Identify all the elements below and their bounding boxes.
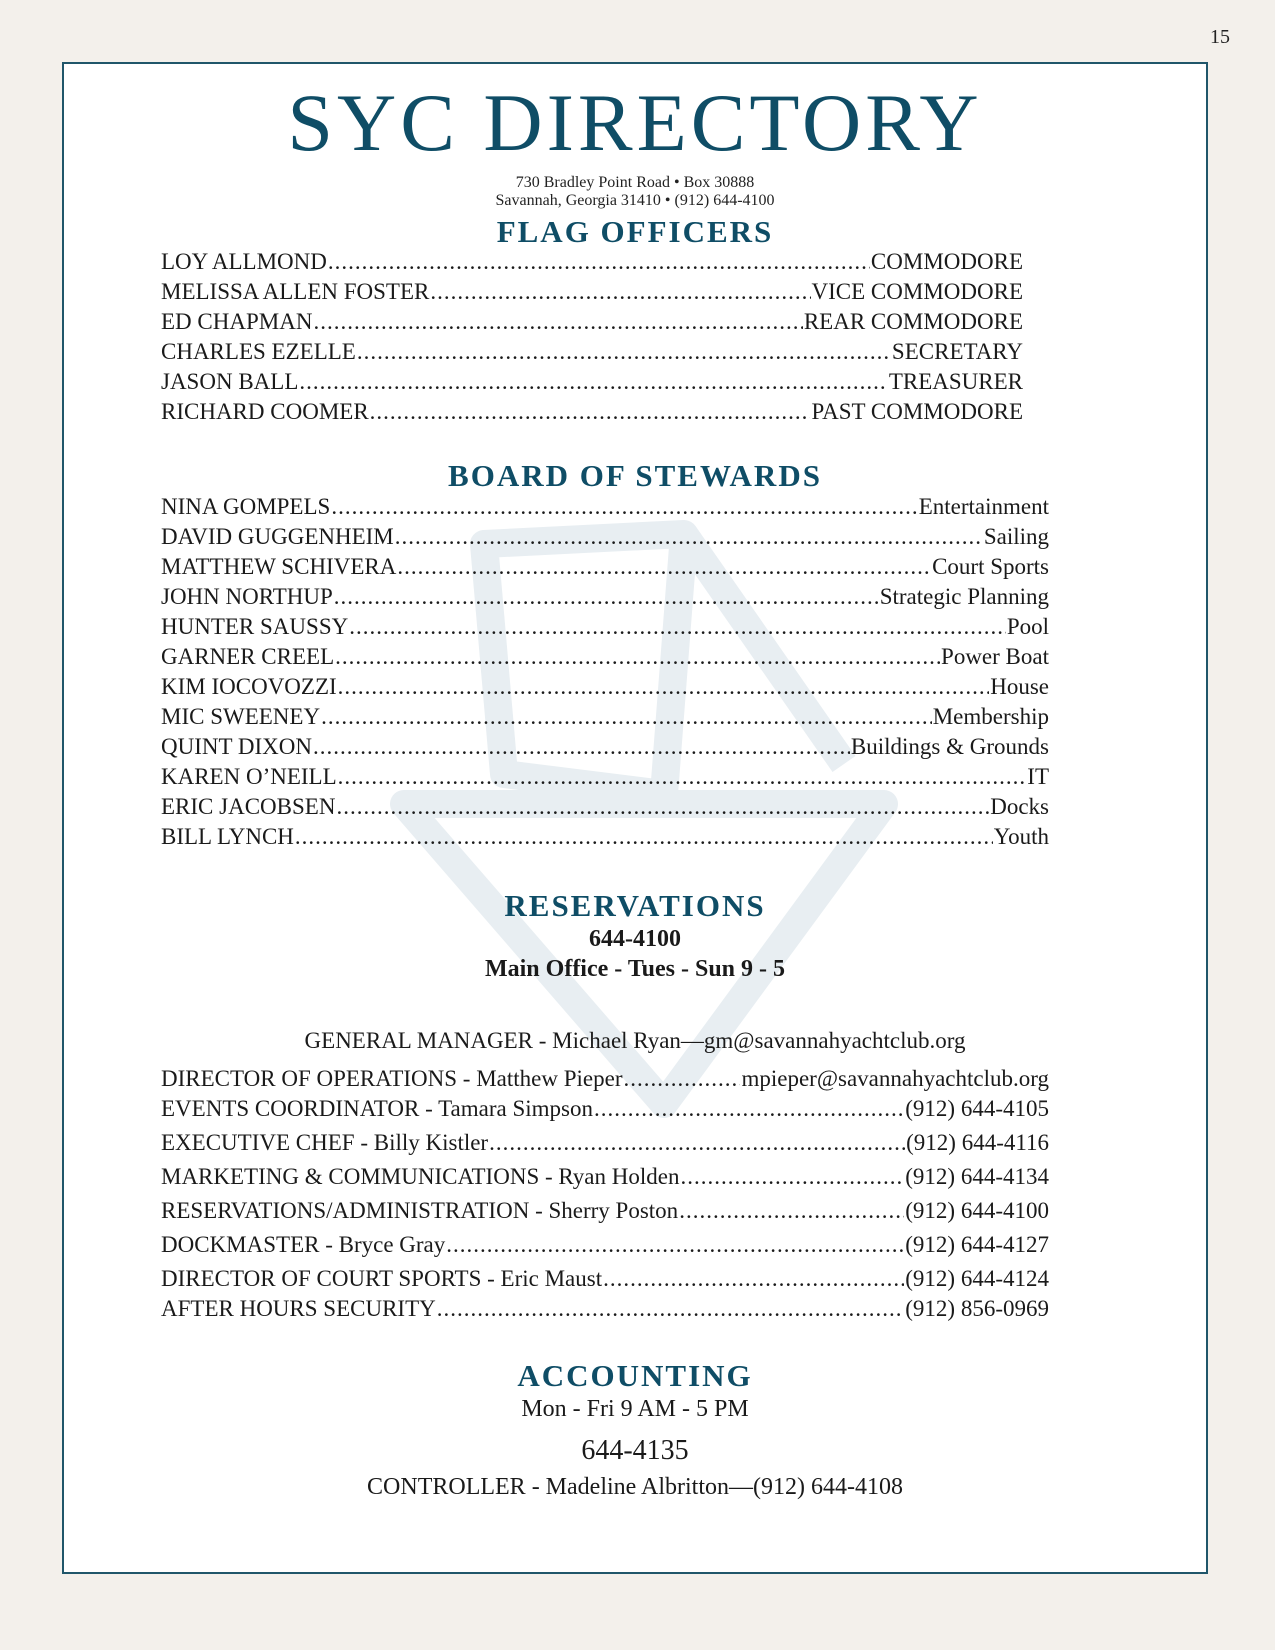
club-address (64, 174, 1206, 210)
steward-name: MATTHEW SCHIVERA (161, 554, 397, 579)
officer-name: CHARLES EZELLE (161, 339, 356, 364)
accounting-phone: 644-4135 (581, 1435, 689, 1466)
steward-role: Entertainment (918, 494, 1049, 519)
stewards-list (161, 492, 1049, 852)
address-line-2: Savannah, Georgia 31410 • (912) 644-4100 (495, 192, 775, 209)
officer-name: MELISSA ALLEN FOSTER (161, 279, 430, 304)
steward-name: BILL LYNCH (161, 824, 294, 849)
officer-role: SECRETARY (891, 339, 1023, 364)
staff-phone: (912) 644-4127 (905, 1232, 1049, 1257)
reservations-heading: RESERVATIONS (504, 888, 766, 923)
steward-role: Docks (990, 794, 1049, 819)
list-item (161, 792, 1049, 822)
list-item (161, 337, 1023, 367)
flag-officers-heading: FLAG OFFICERS (496, 214, 774, 249)
steward-role: Court Sports (932, 554, 1049, 579)
steward-role: Sailing (983, 524, 1049, 549)
list-item (161, 1294, 1049, 1324)
steward-role: Pool (1006, 614, 1049, 639)
staff-label: RESERVATIONS/ADMINISTRATION - Sherry Poston (161, 1198, 679, 1223)
officer-name: RICHARD COOMER (161, 399, 369, 424)
steward-name: KIM IOCOVOZZI (161, 674, 337, 699)
list-item (161, 582, 1049, 612)
list-item (161, 277, 1023, 307)
staff-label: DOCKMASTER - Bryce Gray (161, 1232, 446, 1257)
steward-role: IT (1027, 764, 1049, 789)
board-of-stewards-heading: BOARD OF STEWARDS (448, 458, 822, 493)
list-item (161, 732, 1049, 762)
accounting-heading: ACCOUNTING (517, 1358, 753, 1393)
list-item (161, 552, 1049, 582)
steward-name: QUINT DIXON (161, 734, 312, 759)
staff-email: mpieper@savannahyachtclub.org (741, 1066, 1049, 1091)
steward-name: HUNTER SAUSSY (161, 614, 349, 639)
steward-name: MIC SWEENEY (161, 704, 321, 729)
flag-officers-list (161, 247, 1023, 427)
steward-role: Strategic Planning (879, 584, 1049, 609)
list-item (161, 612, 1049, 642)
officer-name: ED CHAPMAN (161, 309, 313, 334)
list-item (161, 1230, 1049, 1264)
reservations-hours: Main Office - Tues - Sun 9 - 5 (484, 956, 786, 982)
directory-frame (62, 62, 1208, 1574)
staff-phone: (912) 644-4124 (905, 1266, 1049, 1291)
staff-phone: (912) 644-4105 (905, 1096, 1049, 1121)
list-item (161, 702, 1049, 732)
officer-role: COMMODORE (870, 249, 1023, 274)
staff-phone: (912) 644-4116 (906, 1130, 1049, 1155)
steward-role: Membership (932, 704, 1049, 729)
accounting-hours: Mon - Fri 9 AM - 5 PM (521, 1396, 749, 1422)
list-item (161, 397, 1023, 427)
controller-line: CONTROLLER - Madeline Albritton—(912) 644-4108 (367, 1474, 903, 1500)
list-item (161, 762, 1049, 792)
steward-name: GARNER CREEL (161, 644, 335, 669)
steward-name: ERIC JACOBSEN (161, 794, 336, 819)
page-number: 15 (1210, 26, 1230, 48)
staff-label: EVENTS COORDINATOR - Tamara Simpson (161, 1096, 593, 1121)
list-item (161, 367, 1023, 397)
reservations-phone: 644-4100 (589, 926, 681, 952)
staff-list (161, 1064, 1049, 1324)
list-item (161, 1128, 1049, 1162)
staff-label: AFTER HOURS SECURITY (161, 1296, 436, 1321)
steward-name: KAREN O’NEILL (161, 764, 337, 789)
steward-role: Youth (993, 824, 1049, 849)
list-item (161, 1264, 1049, 1294)
list-item (161, 672, 1049, 702)
steward-role: House (990, 674, 1049, 699)
officer-role: TREASURER (888, 369, 1023, 394)
staff-label: EXECUTIVE CHEF - Billy Kistler (161, 1130, 489, 1155)
steward-name: DAVID GUGGENHEIM (161, 524, 394, 549)
list-item (161, 247, 1023, 277)
staff-phone: (912) 644-4134 (905, 1164, 1049, 1189)
staff-label: DIRECTOR OF OPERATIONS - Matthew Pieper (161, 1066, 623, 1091)
staff-label: MARKETING & COMMUNICATIONS - Ryan Holden (161, 1164, 680, 1189)
staff-label: DIRECTOR OF COURT SPORTS - Eric Maust (161, 1266, 603, 1291)
general-manager-line: GENERAL MANAGER - Michael Ryan—gm@savannahyachtclub.org (304, 1028, 966, 1053)
address-line-1: 730 Bradley Point Road • Box 30888 (515, 174, 755, 191)
steward-name: JOHN NORTHUP (161, 584, 333, 609)
officer-role: REAR COMMODORE (803, 309, 1023, 334)
staff-phone: (912) 856-0969 (905, 1296, 1049, 1321)
officer-name: LOY ALLMOND (161, 249, 327, 274)
list-item (161, 307, 1023, 337)
list-item (161, 492, 1049, 522)
steward-role: Power Boat (941, 644, 1049, 669)
steward-role: Buildings & Grounds (850, 734, 1049, 759)
page-title: SYC DIRECTORY (287, 77, 983, 168)
officer-role: PAST COMMODORE (811, 399, 1023, 424)
steward-name: NINA GOMPELS (161, 494, 331, 519)
list-item (161, 822, 1049, 852)
officer-name: JASON BALL (161, 369, 299, 394)
list-item (161, 642, 1049, 672)
list-item (161, 1064, 1049, 1094)
staff-phone: (912) 644-4100 (905, 1198, 1049, 1223)
list-item (161, 1094, 1049, 1128)
officer-role: VICE COMMODORE (811, 279, 1023, 304)
list-item (161, 1162, 1049, 1196)
list-item (161, 522, 1049, 552)
list-item (161, 1196, 1049, 1230)
